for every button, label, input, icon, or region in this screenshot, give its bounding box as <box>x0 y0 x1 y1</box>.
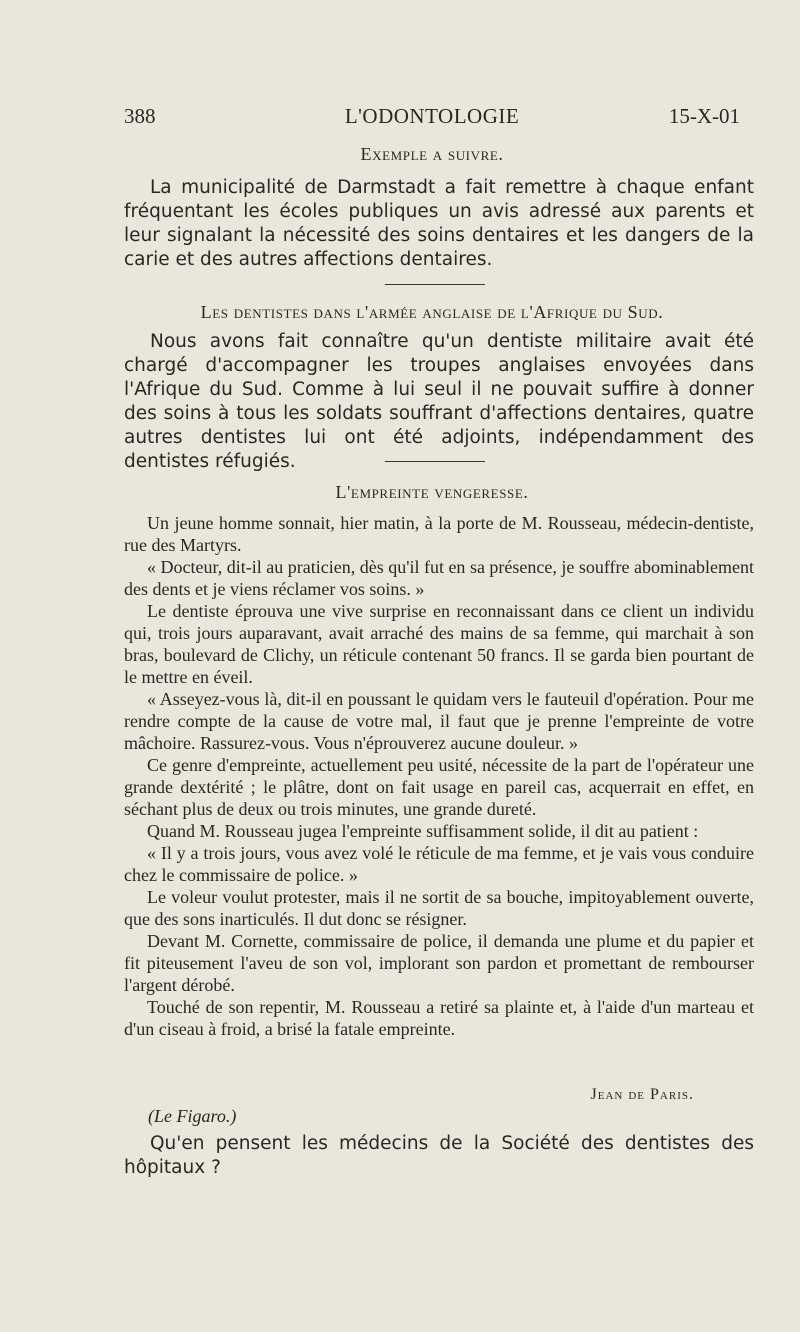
article-signature: Jean de Paris. <box>590 1086 694 1103</box>
section-body-exemple <box>124 176 754 272</box>
section-title-empreinte: L'empreinte vengeresse. <box>335 482 529 502</box>
paragraph: Qu'en pensent les médecins de la Société des dentistes des hôpitaux ? <box>124 1133 754 1178</box>
paragraph: Un jeune homme sonnait, hier matin, à la porte de M. Rousseau, médecin-dentiste, rue des Martyrs. <box>124 513 754 555</box>
running-header <box>124 104 740 134</box>
section-title-dentistes: Les dentistes dans l'armée anglaise de l'Afrique du Sud. <box>200 302 664 322</box>
paragraph: Le voleur voulut protester, mais il ne sortit de sa bouche, impitoyablement ouverte, que des sons inarticulés. Il dut donc se résigner. <box>124 887 754 929</box>
paragraph: « Asseyez-vous là, dit-il en poussant le quidam vers le fauteuil d'opération. Pour me rendre compte de la cause de votre mal, il faut que je prenne l'empreinte de votre mâchoire. Rassurez-vous. Vous n'éprouverez aucune douleur. » <box>124 689 754 753</box>
paragraph: Nous avons fait connaître qu'un dentiste militaire avait été chargé d'accompagner les troupes anglaises envoyées dans l'Afrique du Sud. Comme à lui seul il ne pouvait suffire à donner des soins à tous les soldats souffrant d'affections dentaires, quatre autres dentistes lui ont été adjoints, indépendamment des dentistes réfugiés. <box>124 331 754 472</box>
closing-question <box>124 1132 754 1180</box>
paragraph: Touché de son repentir, M. Rousseau a retiré sa plainte et, à l'aide d'un marteau et d'un ciseau à froid, a brisé la fatale empreinte. <box>124 997 754 1039</box>
issue-date: 15-X-01 <box>668 104 740 128</box>
section-body-empreinte <box>124 512 754 1040</box>
section-divider <box>385 284 485 285</box>
paragraph: Ce genre d'empreinte, actuellement peu usité, nécessite de la part de l'opérateur une grande dextérité ; le plâtre, dont on fait usage en pareil cas, acquerrait en effet, en séchant plus de deux ou trois minutes, une grande dureté. <box>124 755 754 819</box>
article-source: (Le Figaro.) <box>148 1106 237 1126</box>
paragraph: « Il y a trois jours, vous avez volé le réticule de ma femme, et je vais vous conduire chez le commissaire de police. » <box>124 843 754 885</box>
paragraph: La municipalité de Darmstadt a fait remettre à chaque enfant fréquentant les écoles publiques un avis adressé aux parents et leur signalant la nécessité des soins dentaires et les dangers de la carie et des autres affections dentaires. <box>124 177 754 270</box>
section-divider <box>385 461 485 462</box>
section-body-dentistes <box>124 330 754 474</box>
paragraph: Devant M. Cornette, commissaire de police, il demanda une plume et du papier et fit piteusement l'aveu de son vol, implorant son pardon et promettant de rembourser l'argent dérobé. <box>124 931 754 995</box>
paragraph: Le dentiste éprouva une vive surprise en reconnaissant dans ce client un individu qui, trois jours auparavant, avait arraché des mains de sa femme, qui marchait à son bras, boulevard de Clichy, un réticule contenant 50 francs. Il se garda bien pourtant de le mettre en éveil. <box>124 601 754 687</box>
page-number: 388 <box>124 104 156 128</box>
journal-title: L'ODONTOLOGIE <box>344 104 520 128</box>
paragraph: Quand M. Rousseau jugea l'empreinte suffisamment solide, il dit au patient : <box>147 821 699 841</box>
paragraph: « Docteur, dit-il au praticien, dès qu'il fut en sa présence, je souffre abominablement des dents et je viens réclamer vos soins. » <box>124 557 754 599</box>
section-title-exemple: Exemple a suivre. <box>360 144 504 164</box>
